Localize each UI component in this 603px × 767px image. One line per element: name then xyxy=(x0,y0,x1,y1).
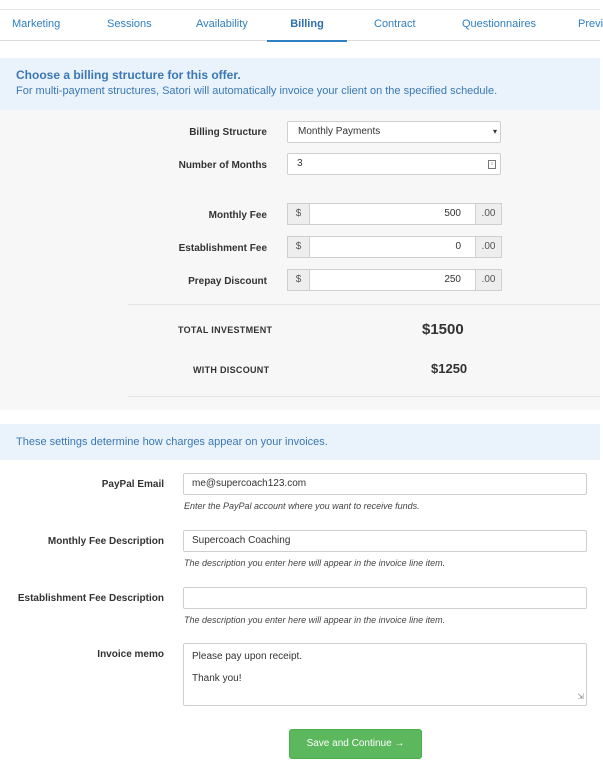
cents-addon: .00 xyxy=(475,236,502,258)
monthly-fee-description-help: The description you enter here will appear in the invoice line item. xyxy=(184,558,446,568)
invoice-memo-textarea[interactable] xyxy=(183,643,587,706)
paypal-email-input[interactable]: me@supercoach123.com xyxy=(183,473,587,495)
chevron-updown-icon: ▾ xyxy=(492,127,497,136)
tab-billing[interactable]: Billing xyxy=(267,10,347,42)
tab-marketing[interactable]: Marketing xyxy=(12,18,61,30)
establishment-fee-input[interactable]: 0 xyxy=(309,236,476,258)
cents-addon: .00 xyxy=(475,203,502,225)
total-investment-value: $1500 xyxy=(422,321,464,338)
totals-divider-bottom xyxy=(128,396,600,397)
billing-structure-label: Billing Structure xyxy=(189,127,267,138)
tab-preview[interactable]: Previ xyxy=(578,18,603,30)
currency-addon: $ xyxy=(287,236,310,258)
number-of-months-label: Number of Months xyxy=(178,160,267,171)
spinner-icon[interactable]: ↕ xyxy=(488,160,496,169)
prepay-discount-input[interactable]: 250 xyxy=(309,269,476,291)
establishment-fee-description-label: Establishment Fee Description xyxy=(17,593,164,604)
billing-structure-value: Monthly Payments xyxy=(298,126,381,137)
tab-questionnaires[interactable]: Questionnaires xyxy=(462,18,536,30)
monthly-fee-description-input[interactable]: Supercoach Coaching xyxy=(183,530,587,552)
establishment-fee-label: Establishment Fee xyxy=(178,243,267,254)
invoice-notice-text: These settings determine how charges appear on your invoices. xyxy=(16,436,328,448)
paypal-email-help: Enter the PayPal account where you want to receive funds. xyxy=(184,501,420,511)
monthly-fee-description-label: Monthly Fee Description xyxy=(47,536,164,547)
monthly-fee-input[interactable]: 500 xyxy=(309,203,476,225)
currency-addon: $ xyxy=(287,269,310,291)
currency-addon: $ xyxy=(287,203,310,225)
tab-availability[interactable]: Availability xyxy=(196,18,248,30)
paypal-email-label: PayPal Email xyxy=(101,479,164,490)
save-and-continue-button[interactable]: Save and Continue → xyxy=(289,729,422,759)
with-discount-value: $1250 xyxy=(431,361,468,376)
prepay-discount-label: Prepay Discount xyxy=(188,276,267,287)
billing-notice-title: Choose a billing structure for this offer. xyxy=(16,68,241,82)
with-discount-label: WITH DISCOUNT xyxy=(193,365,270,375)
number-of-months-value: 3 xyxy=(297,158,303,169)
billing-structure-select[interactable] xyxy=(287,121,501,143)
establishment-fee-description-help: The description you enter here will appear in the invoice line item. xyxy=(184,615,446,625)
establishment-fee-description-input[interactable] xyxy=(183,587,587,609)
total-investment-label: TOTAL INVESTMENT xyxy=(178,325,273,335)
number-of-months-input[interactable] xyxy=(287,153,501,175)
billing-notice xyxy=(0,58,600,110)
monthly-fee-label: Monthly Fee xyxy=(208,210,267,221)
tab-contract[interactable]: Contract xyxy=(374,18,416,30)
tab-sessions[interactable]: Sessions xyxy=(107,18,152,30)
invoice-memo-line: Thank you! xyxy=(192,673,242,684)
invoice-memo-label: Invoice memo xyxy=(97,649,164,660)
cents-addon: .00 xyxy=(475,269,502,291)
tab-bar xyxy=(0,9,603,41)
billing-notice-text: For multi-payment structures, Satori will automatically invoice your client on the specified schedule. xyxy=(16,85,498,97)
resize-grip-icon[interactable]: ⇲ xyxy=(577,692,584,701)
invoice-memo-line: Please pay upon receipt. xyxy=(192,651,303,662)
invoice-notice xyxy=(0,424,600,460)
totals-divider-top xyxy=(128,304,600,305)
